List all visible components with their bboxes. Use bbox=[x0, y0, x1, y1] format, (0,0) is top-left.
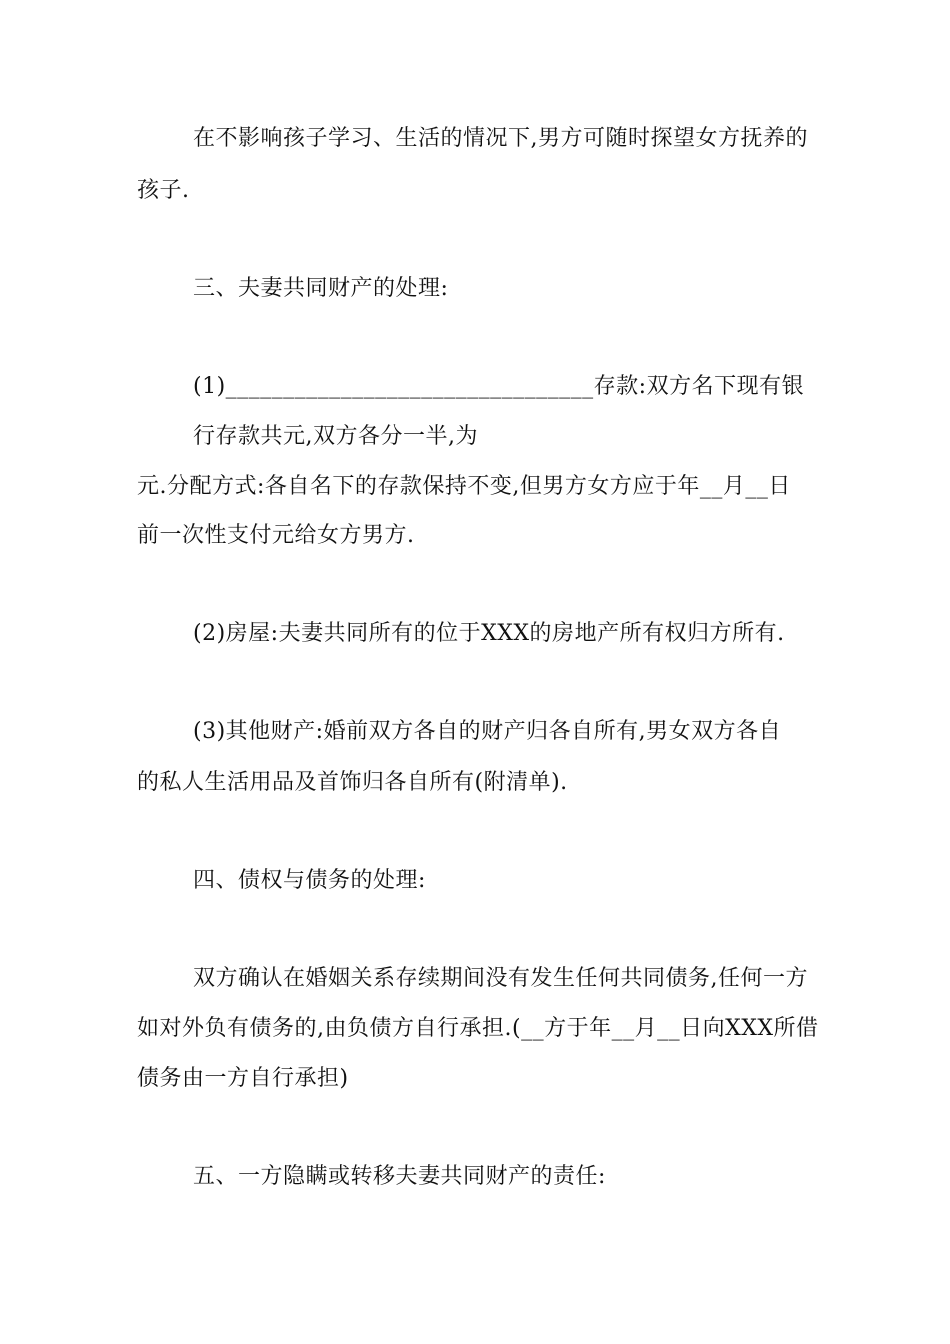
item-1-line-2: 行存款共元,双方各分一半,为 bbox=[193, 424, 478, 449]
heading-section-5: 五、一方隐瞒或转移夫妻共同财产的责任: bbox=[193, 1164, 606, 1189]
item-1-line-1: (1)________________________________存款:双方名下现有银 bbox=[193, 374, 805, 399]
item-1-line-4: 前一次性支付元给女方男方. bbox=[137, 523, 415, 548]
heading-section-4: 四、债权与债务的处理: bbox=[193, 868, 426, 893]
item-1-line-3: 元.分配方式:各自名下的存款保持不变,但男方女方应于年__月__日 bbox=[137, 474, 791, 499]
item-3-line-1: (3)其他财产:婚前双方各自的财产归各自所有,男女双方各自 bbox=[193, 719, 782, 744]
heading-section-3: 三、夫妻共同财产的处理: bbox=[193, 276, 449, 301]
para-visit-line-2: 孩子. bbox=[137, 178, 190, 203]
para-debt-line-1: 双方确认在婚姻关系存续期间没有发生任何共同债务,任何一方 bbox=[193, 966, 808, 991]
para-debt-line-3: 债务由一方自行承担) bbox=[137, 1066, 349, 1091]
item-3-line-2: 的私人生活用品及首饰归各自所有(附清单). bbox=[137, 770, 568, 795]
para-visit-line-1: 在不影响孩子学习、生活的情况下,男方可随时探望女方抚养的 bbox=[193, 126, 808, 151]
para-debt-line-2: 如对外负有债务的,由负债方自行承担.(__方于年__月__日向XXX所借 bbox=[137, 1016, 819, 1041]
item-2-line-1: (2)房屋:夫妻共同所有的位于XXX的房地产所有权归方所有. bbox=[193, 621, 785, 646]
